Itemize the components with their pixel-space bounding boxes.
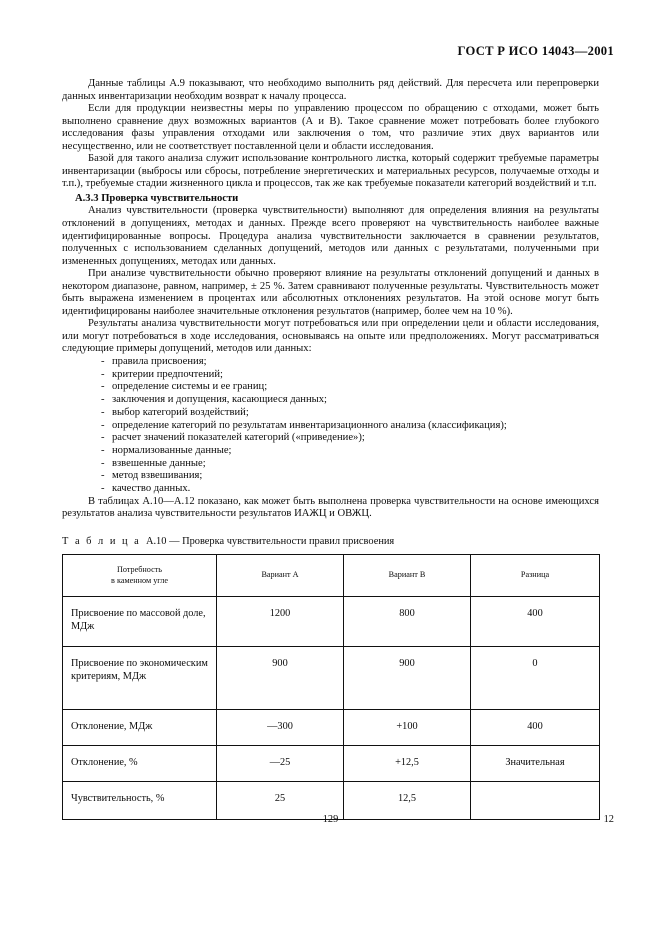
- cell-variant-b: +100: [344, 709, 471, 745]
- list-item-label: определение категорий по результатам инвентаризационного анализа (классификация);: [112, 419, 507, 431]
- table-caption: [62, 535, 599, 548]
- paragraph-1: Данные таблицы А.9 показывают, что необходимо выполнить ряд действий. Для пересчета или перепроверки данных инвентаризации необходим возврат к началу процесса.: [62, 78, 599, 102]
- paragraph-3: Базой для такого анализа служит использование контрольного листка, который содержит требуемые параметры инвентаризации (выбросы или сбросы, потребление энергетических и материальных ресурсов, получаемые отходы и т.п.), требуемые стадии жизненного цикла и процессов, так же как требуемые показатели категорий воздействий и т.п.: [62, 153, 599, 190]
- list-item: [62, 356, 599, 369]
- paragraph-6: Результаты анализа чувствительности могут потребоваться или при определении цели и области исследования, или могут потребоваться в ходе исследования, основываясь на опыте или предположениях. Могут рассматриваться следующие примеры допущений, методов или данных:: [62, 318, 599, 355]
- section-heading-a33: А.3.3 Проверка чувствительности: [75, 193, 239, 205]
- dash-marker: -: [101, 444, 105, 456]
- assumptions-list: [62, 356, 599, 496]
- row-label: Чувствительность, %: [63, 781, 217, 819]
- list-item-label: выбор категорий воздействий;: [112, 406, 249, 418]
- cell-difference: 400: [471, 709, 600, 745]
- list-item-label: определение системы и ее границ;: [112, 381, 268, 393]
- column-header-difference: Разница: [471, 554, 600, 596]
- table-row: [63, 709, 600, 745]
- cell-difference: 0: [471, 646, 600, 709]
- page-footer: [0, 814, 661, 834]
- cell-difference: 400: [471, 596, 600, 646]
- cell-difference: Значительная: [471, 745, 600, 781]
- list-item-label: качество данных.: [112, 483, 191, 495]
- list-item-label: расчет значений показателей категорий («приведение»);: [112, 432, 365, 444]
- dash-marker: -: [101, 406, 105, 418]
- list-item: [62, 445, 599, 458]
- table-row: [63, 745, 600, 781]
- list-item: [62, 381, 599, 394]
- list-item-label: нормализованные данные;: [112, 444, 232, 456]
- table-row: [63, 646, 600, 709]
- list-item-label: заключения и допущения, касающиеся данных;: [112, 394, 327, 406]
- list-item: [62, 420, 599, 433]
- cell-variant-b: 800: [344, 596, 471, 646]
- dash-marker: -: [101, 432, 105, 444]
- running-header: ГОСТ Р ИСО 14043—2001: [457, 44, 614, 58]
- paragraph-4: Анализ чувствительности (проверка чувствительности) выполняют для определения влияния на результаты отклонений в допущениях, методах и данных. Прежде всего проверяют на чувствительность наиболее важные идентифицированные вопросы. Процедура анализа чувствительности заключается в сравнении результатов, полученных с использованием сделанных допущений, методов или данных с результатами, полученными при измененных допущениях, методах или данных.: [62, 205, 599, 267]
- page-number-right: 12: [603, 814, 614, 825]
- column-header-need: [63, 554, 217, 596]
- list-item: [62, 483, 599, 496]
- paragraph-2: Если для продукции неизвестны меры по управлению процессом по обращению с отходами, может быть выполнено сравнение двух возможных вариантов (А и В). Такое сравнение может потребовать более глубокого исследования фазы управления отходами или заключения о том, что различие этих двух вариантов или несущественно, или не соответствует поставленной цели и области исследования.: [62, 103, 599, 152]
- table-row: [63, 596, 600, 646]
- row-label: Присвоение по экономическим критериям, МДж: [63, 646, 217, 709]
- sensitivity-table: [62, 554, 600, 820]
- dash-marker: -: [101, 470, 105, 482]
- table-caption-title: Проверка чувствительности правил присвоения: [182, 535, 395, 547]
- dash-marker: -: [101, 457, 105, 469]
- dash-marker: -: [101, 355, 105, 367]
- cell-variant-a: —25: [217, 745, 344, 781]
- document-body: [62, 78, 599, 820]
- dash-marker: -: [101, 419, 105, 431]
- column-header-variant-a: Вариант А: [217, 554, 344, 596]
- cell-variant-b: +12,5: [344, 745, 471, 781]
- list-item-label: критерии предпочтений;: [112, 368, 223, 380]
- table-body: [63, 596, 600, 819]
- dash-marker: -: [101, 368, 105, 380]
- list-item: [62, 369, 599, 382]
- cell-variant-b: 12,5: [344, 781, 471, 819]
- list-item-label: метод взвешивания;: [112, 470, 203, 482]
- row-label: Присвоение по массовой доле, МДж: [63, 596, 217, 646]
- dash-marker: -: [101, 483, 105, 495]
- cell-variant-b: 900: [344, 646, 471, 709]
- list-item-label: правила присвоения;: [112, 355, 207, 367]
- list-item: [62, 407, 599, 420]
- list-item-label: взвешенные данные;: [112, 457, 206, 469]
- page-number-center: 129: [322, 814, 339, 825]
- list-item: [62, 470, 599, 483]
- table-caption-dash: —: [169, 535, 180, 547]
- table-caption-number: А.10: [145, 535, 167, 547]
- column-header-variant-b: Вариант В: [344, 554, 471, 596]
- cell-variant-a: 25: [217, 781, 344, 819]
- paragraph-7: В таблицах А.10—А.12 показано, как может быть выполнена проверка чувствительности на основе имеющихся результатов анализа чувствительности результатов ИАЖЦ и ОВЖЦ.: [62, 495, 599, 520]
- list-item: [62, 432, 599, 445]
- table-head: [63, 554, 600, 596]
- row-label: Отклонение, МДж: [63, 709, 217, 745]
- table-caption-label: Т а б л и ц а: [62, 535, 141, 547]
- row-label: Отклонение, %: [63, 745, 217, 781]
- cell-variant-a: 1200: [217, 596, 344, 646]
- dash-marker: -: [101, 381, 105, 393]
- cell-variant-a: —300: [217, 709, 344, 745]
- list-item: [62, 458, 599, 471]
- column-header-need-line1: Потребность: [116, 564, 163, 574]
- column-header-need-line2: в каменном угле: [111, 575, 168, 585]
- table-header-row: [63, 554, 600, 596]
- paragraph-5: При анализе чувствительности обычно проверяют влияние на результаты отклонений допущений и данных в некотором диапазоне, равном, например, ± 25 %. Затем сравнивают полученные результаты. Чувствительность может быть выражена изменением в процентах или абсолютных отклонениях результатов. На этой основе могут быть идентифицированы наиболее значительные отклонения результатов (например, более чем на 10 %).: [62, 268, 599, 317]
- list-item: [62, 394, 599, 407]
- cell-variant-a: 900: [217, 646, 344, 709]
- dash-marker: -: [101, 394, 105, 406]
